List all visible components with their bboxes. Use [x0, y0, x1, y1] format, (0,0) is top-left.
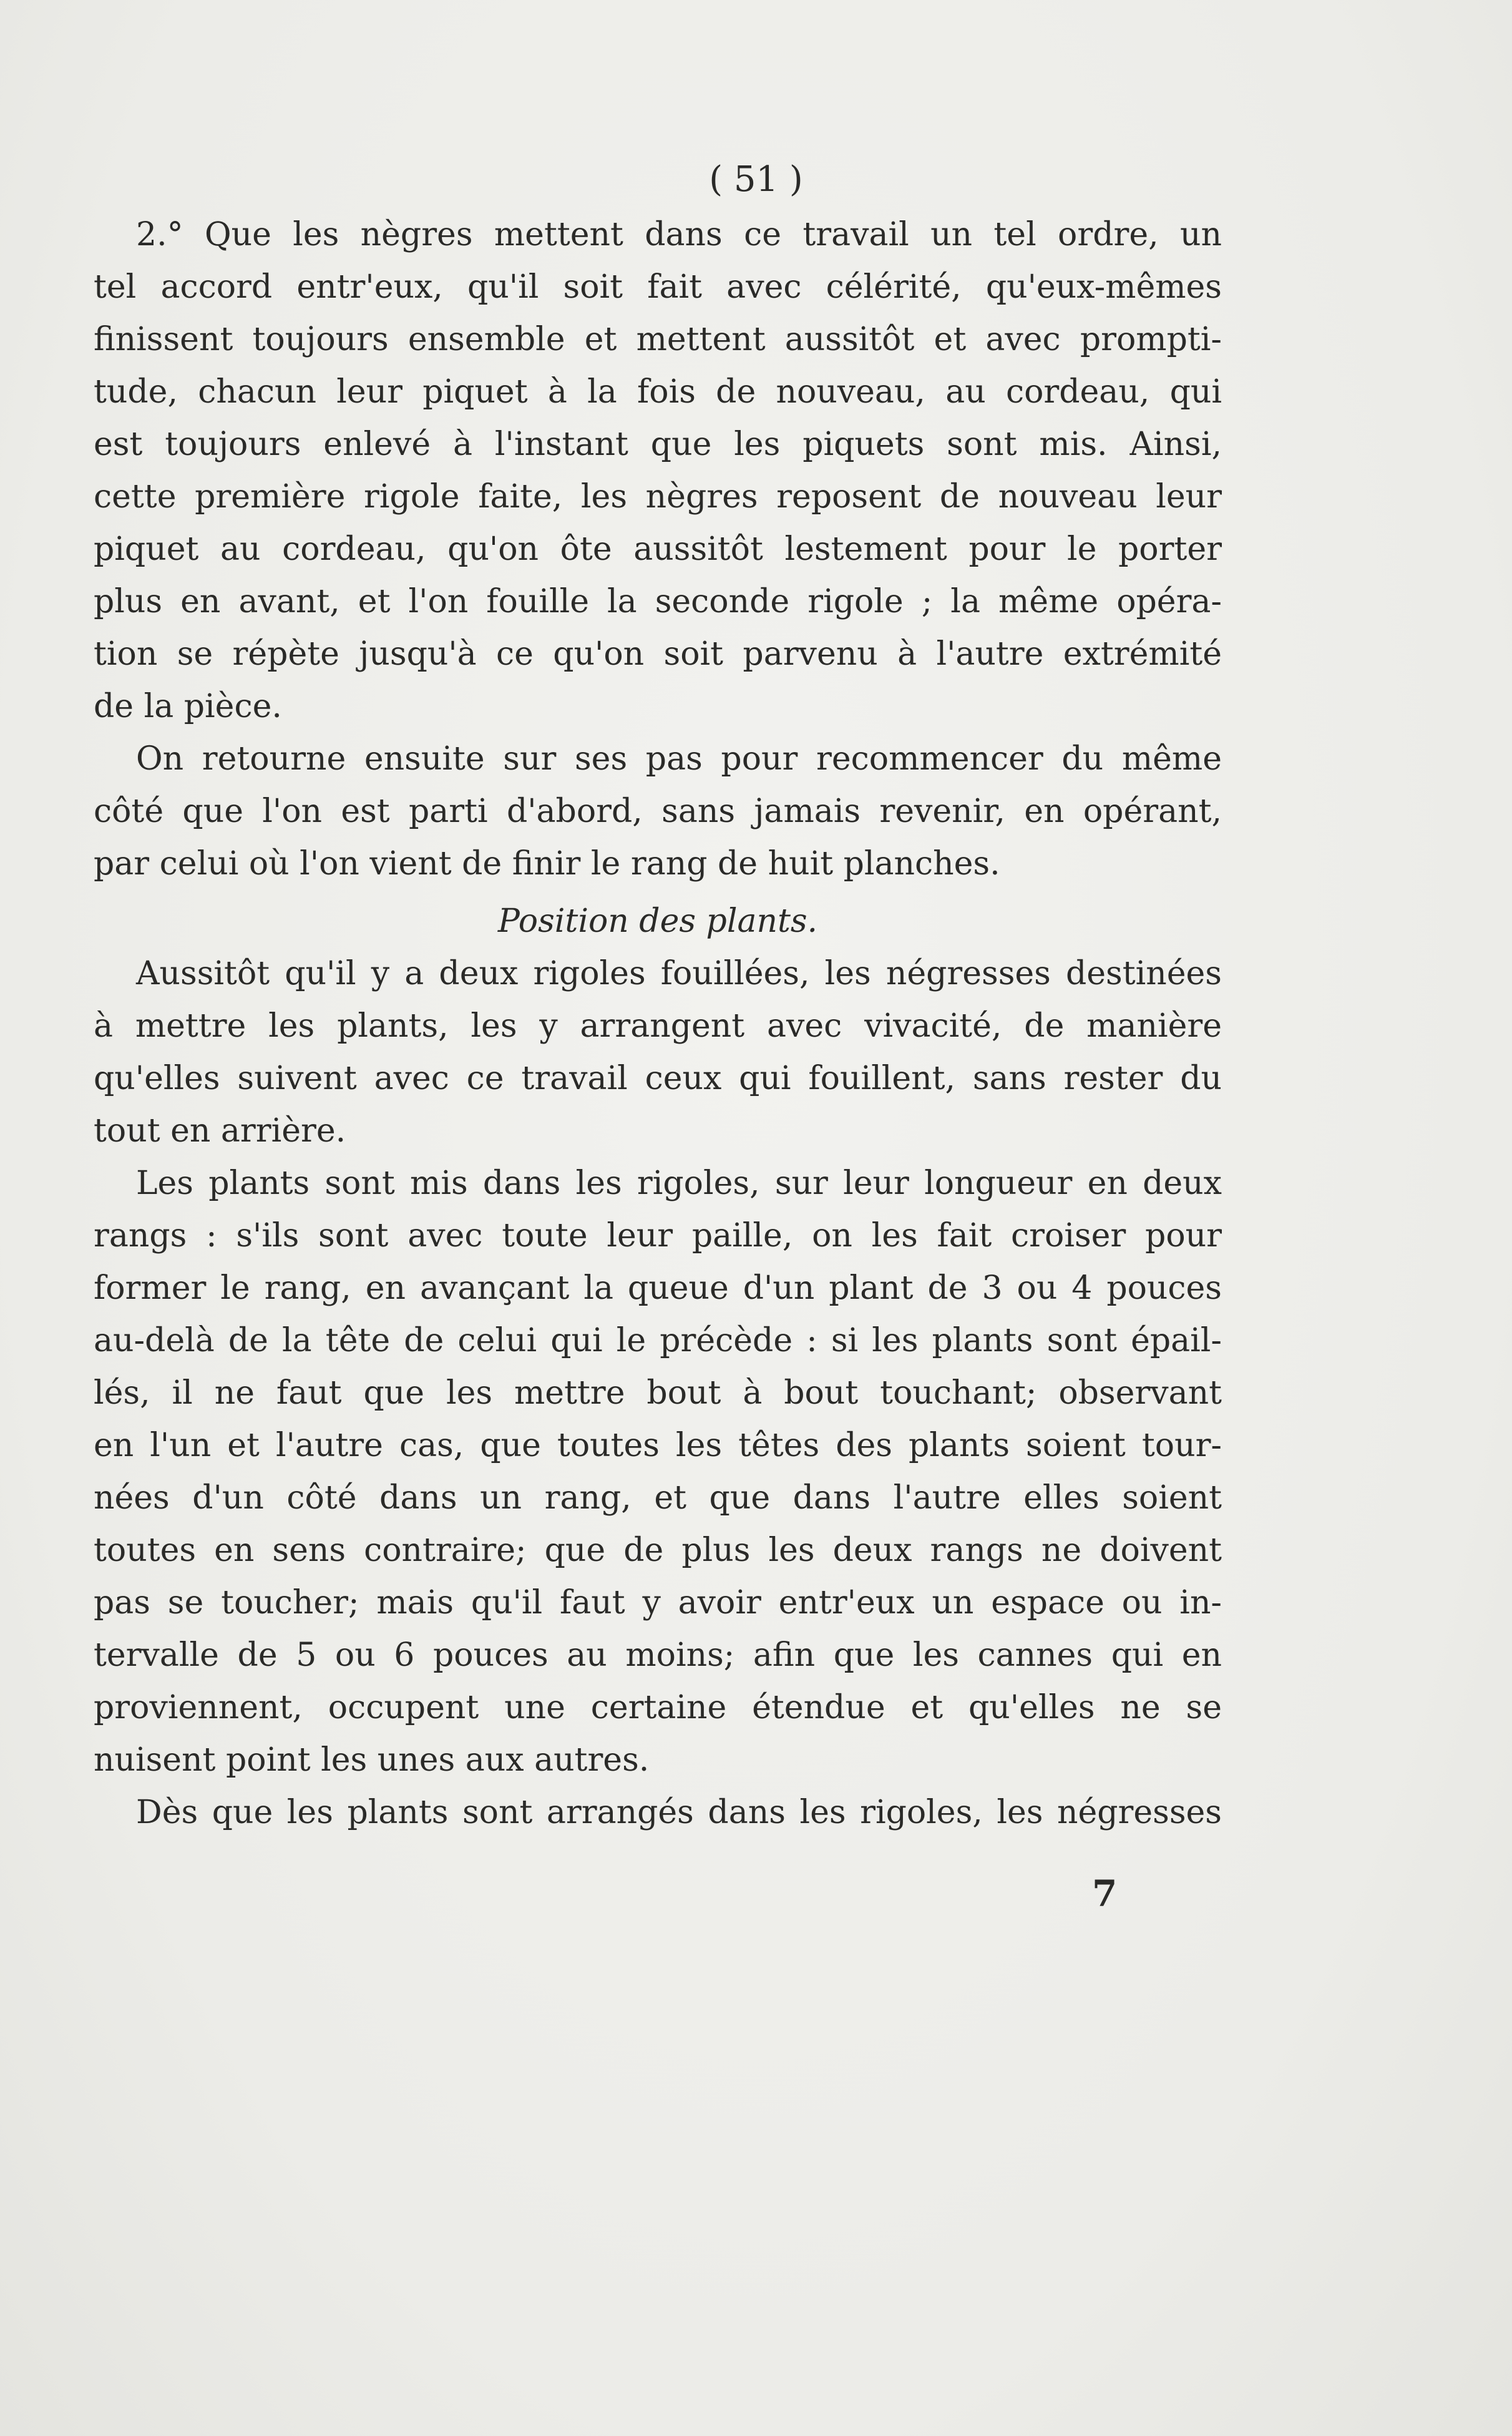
text-line: Aussitôt qu'il y a deux rigoles fouillées, les négresses destinées	[136, 955, 1222, 992]
text-line: 2.° Que les nègres mettent dans ce travail un tel ordre, un	[136, 216, 1222, 253]
text-line: tervalle de 5 ou 6 pouces au moins; afin que les cannes qui en	[94, 1636, 1222, 1674]
text-line: pas se toucher; mais qu'il faut y avoir entr'eux un espace ou in-	[94, 1584, 1222, 1622]
text-line: tude, chacun leur piquet à la fois de nouveau, au cordeau, qui	[94, 373, 1222, 411]
paragraph-3	[94, 947, 1222, 1157]
text-line: finissent toujours ensemble et mettent aussitôt et avec prompti-	[94, 321, 1222, 358]
text-line: au-delà de la tête de celui qui le précède : si les plants sont épail-	[94, 1322, 1222, 1359]
text-line: est toujours enlevé à l'instant que les piquets sont mis. Ainsi,	[94, 426, 1222, 463]
text-line: Les plants sont mis dans les rigoles, sur leur longueur en deux	[136, 1165, 1222, 1202]
text-line: proviennent, occupent une certaine étendue et qu'elles ne se	[94, 1689, 1222, 1726]
paragraph-2	[94, 733, 1222, 890]
text-line: Dès que les plants sont arrangés dans les rigoles, les négresses	[136, 1794, 1222, 1831]
text-line: lés, il ne faut que les mettre bout à bout touchant; observant	[94, 1374, 1222, 1412]
signature-mark: 7	[1092, 1872, 1118, 1915]
page-number: ( 51 )	[709, 159, 803, 200]
text-line: tion se répète jusqu'à ce qu'on soit parvenu à l'autre extrémité	[94, 635, 1222, 673]
body-text	[94, 156, 1222, 1839]
text-line: nées d'un côté dans un rang, et que dans l'autre elles soient	[94, 1479, 1222, 1517]
section-heading: Position des plants.	[497, 902, 818, 940]
text-line: former le rang, en avançant la queue d'un plant de 3 ou 4 pouces	[94, 1269, 1222, 1307]
text-line: de la pièce.	[94, 688, 282, 725]
text-line: tout en arrière.	[94, 1112, 346, 1150]
text-line: nuisent point les unes aux autres.	[94, 1741, 650, 1779]
text-line: à mettre les plants, les y arrangent avec vivacité, de manière	[94, 1007, 1222, 1045]
paragraph-5	[94, 1786, 1222, 1839]
text-line: par celui où l'on vient de finir le rang de huit planches.	[94, 845, 1000, 883]
paragraph-1	[94, 208, 1222, 733]
text-line: On retourne ensuite sur ses pas pour recommencer du même	[136, 740, 1222, 778]
text-line: côté que l'on est parti d'abord, sans jamais revenir, en opérant,	[94, 793, 1222, 830]
text-line: cette première rigole faite, les nègres reposent de nouveau leur	[94, 478, 1222, 516]
text-line: toutes en sens contraire; que de plus les deux rangs ne doivent	[94, 1532, 1222, 1569]
text-line: piquet au cordeau, qu'on ôte aussitôt lestement pour le porter	[94, 531, 1222, 568]
text-line: tel accord entr'eux, qu'il soit fait avec célérité, qu'eux-mêmes	[94, 268, 1222, 306]
text-line: rangs : s'ils sont avec toute leur paille, on les fait croiser pour	[94, 1217, 1222, 1255]
text-line: plus en avant, et l'on fouille la seconde rigole ; la même opéra-	[94, 583, 1222, 620]
paragraph-4	[94, 1157, 1222, 1786]
text-line: qu'elles suivent avec ce travail ceux qui fouillent, sans rester du	[94, 1060, 1222, 1097]
text-line: en l'un et l'autre cas, que toutes les têtes des plants soient tour-	[94, 1427, 1222, 1464]
